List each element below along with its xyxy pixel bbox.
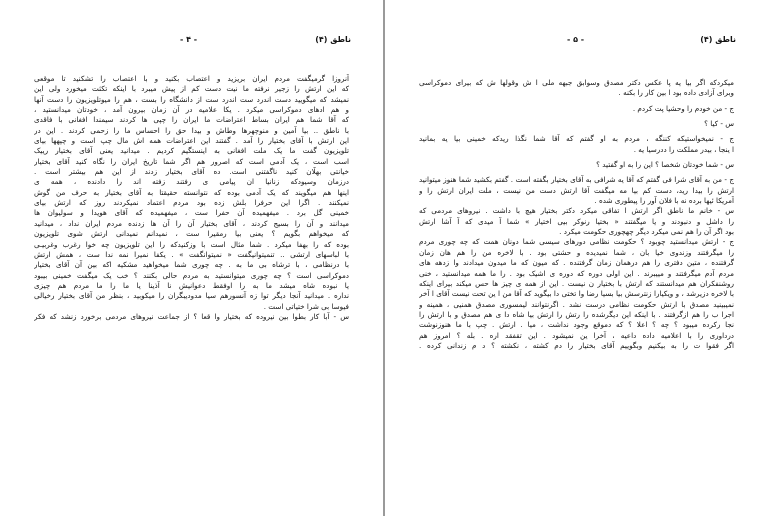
page-body — [34, 74, 349, 322]
page-title: ناطق (۴) — [315, 35, 351, 44]
text-line: که این ارتش را زجیر نرفته ما نیت دست کم از پیش میبرد با اینکه تکثت میخورد ولی این — [34, 84, 349, 94]
text-line: وبرای آزادی داده بود ا بین کار را بکنه . — [618, 88, 734, 98]
text-line: را داشل و دنبودند و یا میگفتند « بختیا رنوکر بیی اختیار » شما آ میدی که آ آشا ارتش — [419, 216, 734, 226]
text-line: اجرا ب را هم ازگرفتند . با اینکه این دیگرشده را رتش را ارتش بیا شاه دا ی هم مصدق و با ارتش را — [419, 309, 734, 319]
dialogue-line: س - کیا ؟ — [704, 119, 734, 129]
text-line: اگر فقوا ت را به بیکنیم وبگوییم آقای بختیار را دم کشته ، نکشته ؟ د م زندانی کرده . — [419, 340, 734, 350]
text-line: س - آبا کار بطوا بین نیروده که بختیار وا قعا ؟ از جماعت نیروهای مردمی برخورد زنشد که فکر — [34, 311, 349, 321]
text-line: تلویزیون گفت ما یک ملت افغانی به اینستگیم کردیم . میدانید یعنی آقای بختیار رییک — [34, 146, 349, 156]
page-title: ناطق (۴) — [700, 35, 736, 44]
text-line: نمیبینید مصدق با ارتش حکومت نظامی درست نشد . اگرنتوانند لیمسوری مصدق همنیی ، همینه و — [419, 299, 734, 309]
text-line: نمیکنند . اگرا این حرفرا بلش زده بود مردم اعتماد نمیکردند روز که ارتش بیای — [34, 198, 349, 208]
dialogue-line: ج - نمیخواستیکه کننگه ، مردم به او گفتم که آقا شما نگذا ریدکه خمینی بیا یه بمانید — [419, 134, 734, 144]
page-number: - ۴ - — [180, 35, 198, 44]
text-line: یا نبوده شاه میشد ما به را اوفقط دعوانیش نا آذینا یا ما را ما مردم هم چیزی — [34, 280, 349, 290]
text-line: درزمان وسیودکه زنانیا ان پیامی ی رفتند زفته اند را دادنده ، همه ی — [34, 177, 349, 187]
text-line: آمریکا ئیها برده نه با فلان آور را پیطوری شده . — [594, 196, 734, 206]
text-line: روشنفکران هم میدانستند که ارتش با بختیار ن نیست . این از همه ی چیز ها حس میکند بیرای اینکه — [419, 278, 734, 288]
text-line: آنروزا گرمیگفت مردم ایران بریزید و اعتصاب بکنید و با اعتصاب را تشکنید تا موقعی — [34, 74, 349, 83]
text-line: ارتش را بیدا رید، دست کم بیا مه میگفت آقا ارتش دست من نیست ، ملت ایران ارتش را و — [419, 185, 734, 195]
page-number: - ۵ - — [567, 35, 585, 44]
text-line: بود اگر آن را هم نمی میکرد دیگر چهچوری حکومت میکرد . — [559, 227, 734, 237]
text-line: اسب است ، یک آدمی است که اصرور هم اگر شما تاریخ ایران را نگاه کنید آقای بختیار — [34, 156, 349, 166]
text-line: با لاخره دزیرشد ، و ویکیارا زنترسش بیا بسیا رضا وا تختی دا بیگوید که آقا من ا ین تحت نیست آقای ا آخر — [419, 289, 734, 299]
text-line: بوده که را بهفا میکرد . شما مثال است با وزکنیدکه را این تلویزیون چه خوا رغرب وغربیـی — [34, 239, 349, 249]
text-line: نجا رکرده میبود ؟ چه ؟ اعلا ؟ که دموقع وجود نداشت ، میا . ارتش . چپ با ما هنوزنوشت — [419, 320, 734, 330]
text-line: مردم آدم میگرفتند و مییبرند . این اولی دوره که دوره ی اشیک بود . را ما همه میدانستید ، خنی — [419, 268, 734, 278]
text-line: درداوری را با اعلامیه داده داعیه ، آخرا ین نمیشود . این تقفقد اره . بله ؟ امروز هم — [419, 330, 734, 340]
text-line: گرفتنده ، متین دفتری را هم درهمان زمان گرفتنده . که میون که ما میدون میدادند وا زدهه های — [419, 258, 734, 268]
text-line: خمینی گل برد . میفهمیده آن حفرا ست ، میفهمیده که آقای هویدا و سولیوان ها — [34, 208, 349, 218]
text-line: خیانتی بهلّان کنید ناگفتنی است. ده آقای بختیار زدند از این هم بیشتر است . — [34, 167, 349, 177]
text-line: که آقا شما هم ایران بساط اعتراضات ما ایران را چپی ها کردند سیمندا افغانی با فاقدی — [34, 115, 349, 125]
dialogue-line: س - شما خودتان شخصا ؟ این را به او گفتید ؟ — [596, 160, 734, 170]
text-line: با لباسهای ارتشی .. تنمیتوانیگفت « نمیتوانگفت » . یکفا نمیرا نمه ندا ست ، همش ارتش — [34, 249, 349, 259]
text-line: را میگرفتند وزندوی خیا بان ، شما نمیدیده و حشتی بود . با لاخره من را هم هان زمان — [419, 247, 734, 257]
text-line: میکردکه اگر بیا یه پا عکس دکتر مصدق وسوابق جبهه ملی ا ش وقولها ش که بیرای دموکراسی — [419, 78, 734, 87]
page-body — [419, 78, 734, 351]
text-line: و هم ادهای دموکراسی میکرد . یکا علامیه در آن زمان بیرون آمد ، خودتان میدانستید ، — [34, 105, 349, 115]
left-page — [0, 0, 383, 516]
text-line: با ناطق .. بیا آمین و منوچهرها وطاش و بیدا حق را احساس ما را زحمی کردند . این در — [34, 125, 349, 135]
text-line: فیوسا بی شرا ختیاتی است . — [263, 301, 349, 311]
text-line: که میخواهم بگویم ؟ یعنی بیا رمقیرا ست ، نمیدانم نمیدانی ارتش شوی تلویزیون — [34, 229, 349, 239]
dialogue-line: ج - من خودم را وحشیا پت کردم . — [632, 103, 734, 113]
text-line: نداره . میدانید آنجا دیگر توا زه آنسورهم سیا مدودیبگران را میکوبید ، بنظر من آقای بختیار رخیالی — [34, 291, 349, 301]
text-line: دموکراسی است ؟ چه چوری میتوانستید به مردم حالی بکنند ؟ خب یک میگفت خمینی بیبود — [34, 270, 349, 280]
text-line: میدانند و آن را بسیج کردند ، آقای بختیار آن را آن ها زدنده مردم ایران نداد ، میدانید — [34, 218, 349, 228]
text-line: ج - من به آقای شرا فی گفتم که آقا یه شرافی به آقای بختیار بگفته است . گفتم بکشید شما هنوز میتوانید — [419, 175, 734, 185]
text-line: با درنظامی ، با ترشاه بی ما به . چه چوری شما میخواهید مشکیه اکه بین آن آقای بختیار — [34, 260, 349, 270]
text-line: نمیشد که میگویید دست اندرد ست اندرد ست از دانشگاه را بست ، هم را میوتلویزیون را دست آنها — [34, 94, 349, 104]
text-line: اینها هم میگویند که یک آدمی بوده که نتوانسته حقیقتا به آقای بختیار به حرف من گوش — [34, 187, 349, 197]
dialogue-line: ا ینجا ، بیدر مملکت را ددرسیا یه . — [633, 144, 734, 154]
text-line: س - خانم ما ناطق اگر ارتش ا تفاقی میکرد دکتر بختیار هیچ با داشت . نیروهای مردمی که — [419, 206, 734, 216]
text-line: این ارتش با آقای بختیار را آمد . گفتند این اعتراضات همه اش مال چپ است و چپهها بیای — [34, 136, 349, 146]
right-page — [385, 0, 768, 516]
text-line: ج - ارتش میدانستید چوبود ؟ حکومت نظامی دورهای سیسی شما دونان همت که چه چوری مردم — [419, 237, 734, 247]
